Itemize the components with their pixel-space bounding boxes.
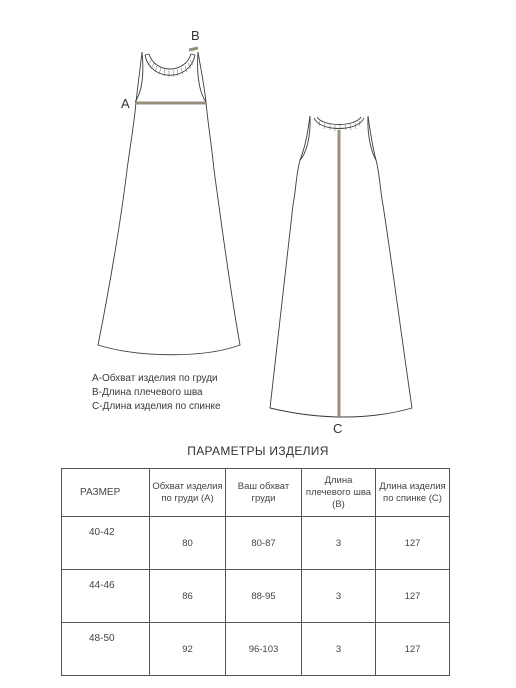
table-title: ПАРАМЕТРЫ ИЗДЕЛИЯ (187, 444, 329, 458)
header-bust-a: Обхват изделия по груди (A) (150, 469, 226, 517)
cell-bust: 86 (150, 570, 226, 623)
marker-c: C (333, 421, 343, 436)
cell-size: 44-46 (62, 570, 150, 623)
measurement-legend (92, 372, 221, 414)
legend-item-b: B-Длина плечевого шва (92, 387, 203, 398)
header-your-bust: Ваш обхват груди (226, 469, 302, 517)
size-table (61, 468, 450, 676)
table-row (62, 570, 450, 623)
legend-item-a: A-Обхват изделия по груди (92, 373, 218, 384)
marker-b: B (191, 28, 200, 43)
header-size: РАЗМЕР (62, 469, 150, 517)
cell-length: 127 (376, 517, 450, 570)
front-view-dress (98, 52, 240, 355)
cell-length: 127 (376, 623, 450, 676)
back-view-dress (270, 116, 412, 417)
table-header-row (62, 469, 450, 517)
cell-bust: 80 (150, 517, 226, 570)
table-row (62, 623, 450, 676)
cell-size: 48-50 (62, 623, 150, 676)
cell-bust: 92 (150, 623, 226, 676)
cell-your-bust: 80-87 (226, 517, 302, 570)
cell-shoulder: 3 (302, 570, 376, 623)
marker-a: A (121, 96, 130, 111)
header-length-c: Длина изделия по спинке (C) (376, 469, 450, 517)
cell-shoulder: 3 (302, 623, 376, 676)
table-row (62, 517, 450, 570)
cell-your-bust: 96-103 (226, 623, 302, 676)
header-shoulder-b: Длина плечевого шва (B) (302, 469, 376, 517)
measure-line-b (189, 48, 198, 50)
cell-size: 40-42 (62, 517, 150, 570)
cell-shoulder: 3 (302, 517, 376, 570)
legend-item-c: C-Длина изделия по спинке (92, 401, 221, 412)
cell-length: 127 (376, 570, 450, 623)
cell-your-bust: 88-95 (226, 570, 302, 623)
